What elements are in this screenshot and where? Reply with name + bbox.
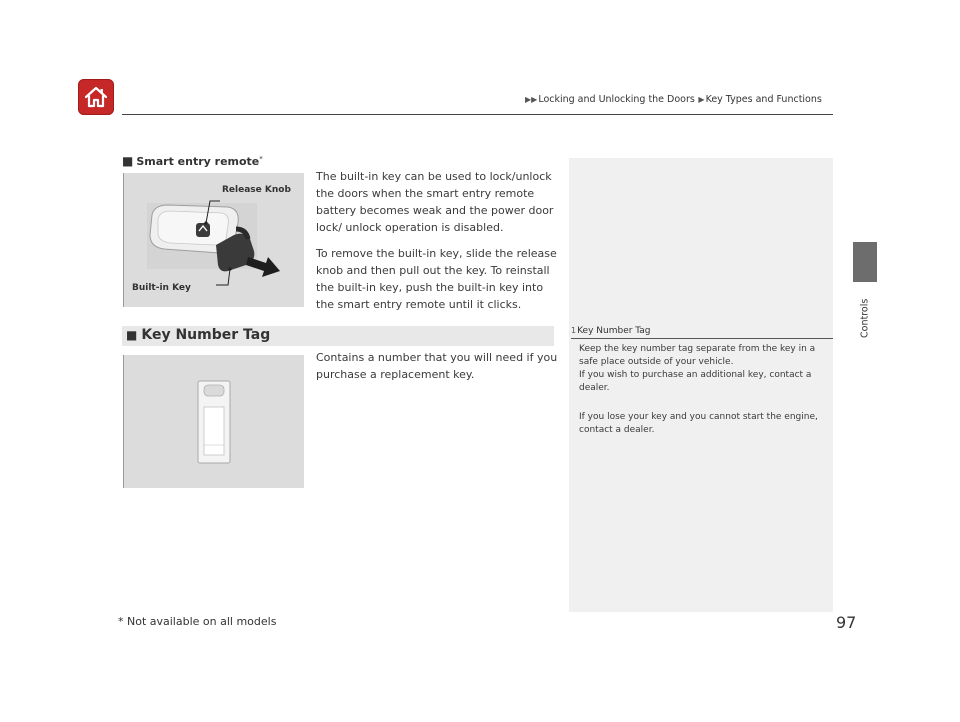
note-paragraph-3: If you lose your key and you cannot start the engine, contact a dealer. bbox=[579, 412, 818, 435]
note-divider bbox=[571, 338, 833, 339]
smart-entry-heading bbox=[122, 154, 263, 168]
key-tag-illustration bbox=[124, 355, 304, 488]
square-bullet-icon: ■ bbox=[122, 154, 134, 168]
smart-entry-heading-text: Smart entry remote bbox=[136, 155, 260, 168]
key-number-tag-heading bbox=[126, 327, 270, 343]
breadcrumb-arrow-icon: ▶▶ bbox=[525, 95, 538, 104]
section-tab-marker[interactable] bbox=[853, 242, 877, 282]
footnote: * Not available on all models bbox=[118, 615, 277, 628]
home-icon bbox=[83, 85, 109, 109]
key-number-tag-heading-text: Key Number Tag bbox=[141, 327, 271, 343]
note-title-text: Key Number Tag bbox=[577, 326, 651, 336]
note-reference-icon: 1 bbox=[571, 326, 577, 335]
breadcrumb bbox=[524, 94, 822, 105]
page-number: 97 bbox=[836, 613, 857, 632]
breadcrumb-item-locking[interactable]: Locking and Unlocking the Doors bbox=[538, 94, 695, 105]
asterisk-mark: * bbox=[259, 155, 263, 163]
smart-entry-paragraph-1: The built-in key can be used to lock/unlock the doors when the smart entry remote battery becomes weak and the power door lock/ unlock operation is disabled. bbox=[316, 170, 554, 234]
breadcrumb-arrow-icon: ▶ bbox=[695, 95, 705, 104]
release-knob-callout: Release Knob bbox=[222, 185, 291, 195]
note-paragraph-2: If you wish to purchase an additional key, contact a dealer. bbox=[579, 370, 812, 393]
note-paragraph-1: Keep the key number tag separate from the key in a safe place outside of your vehicle. bbox=[579, 344, 816, 367]
release-knob-icon bbox=[196, 223, 210, 237]
square-bullet-icon: ■ bbox=[126, 328, 138, 342]
built-in-key-callout: Built-in Key bbox=[132, 283, 191, 293]
header-divider bbox=[122, 114, 833, 115]
breadcrumb-item-key-types[interactable]: Key Types and Functions bbox=[705, 94, 822, 105]
home-button[interactable] bbox=[78, 79, 114, 115]
key-number-tag-figure bbox=[123, 355, 304, 488]
section-tab-label: Controls bbox=[859, 298, 871, 338]
key-number-tag-paragraph: Contains a number that you will need if you purchase a replacement key. bbox=[316, 351, 558, 381]
note-title bbox=[571, 326, 651, 336]
smart-entry-paragraph-2: To remove the built-in key, slide the release knob and then pull out the key. To reinstall the built-in key, push the built-in key into the smart entry remote until it clicks. bbox=[316, 247, 557, 311]
smart-entry-remote-figure bbox=[123, 173, 304, 307]
